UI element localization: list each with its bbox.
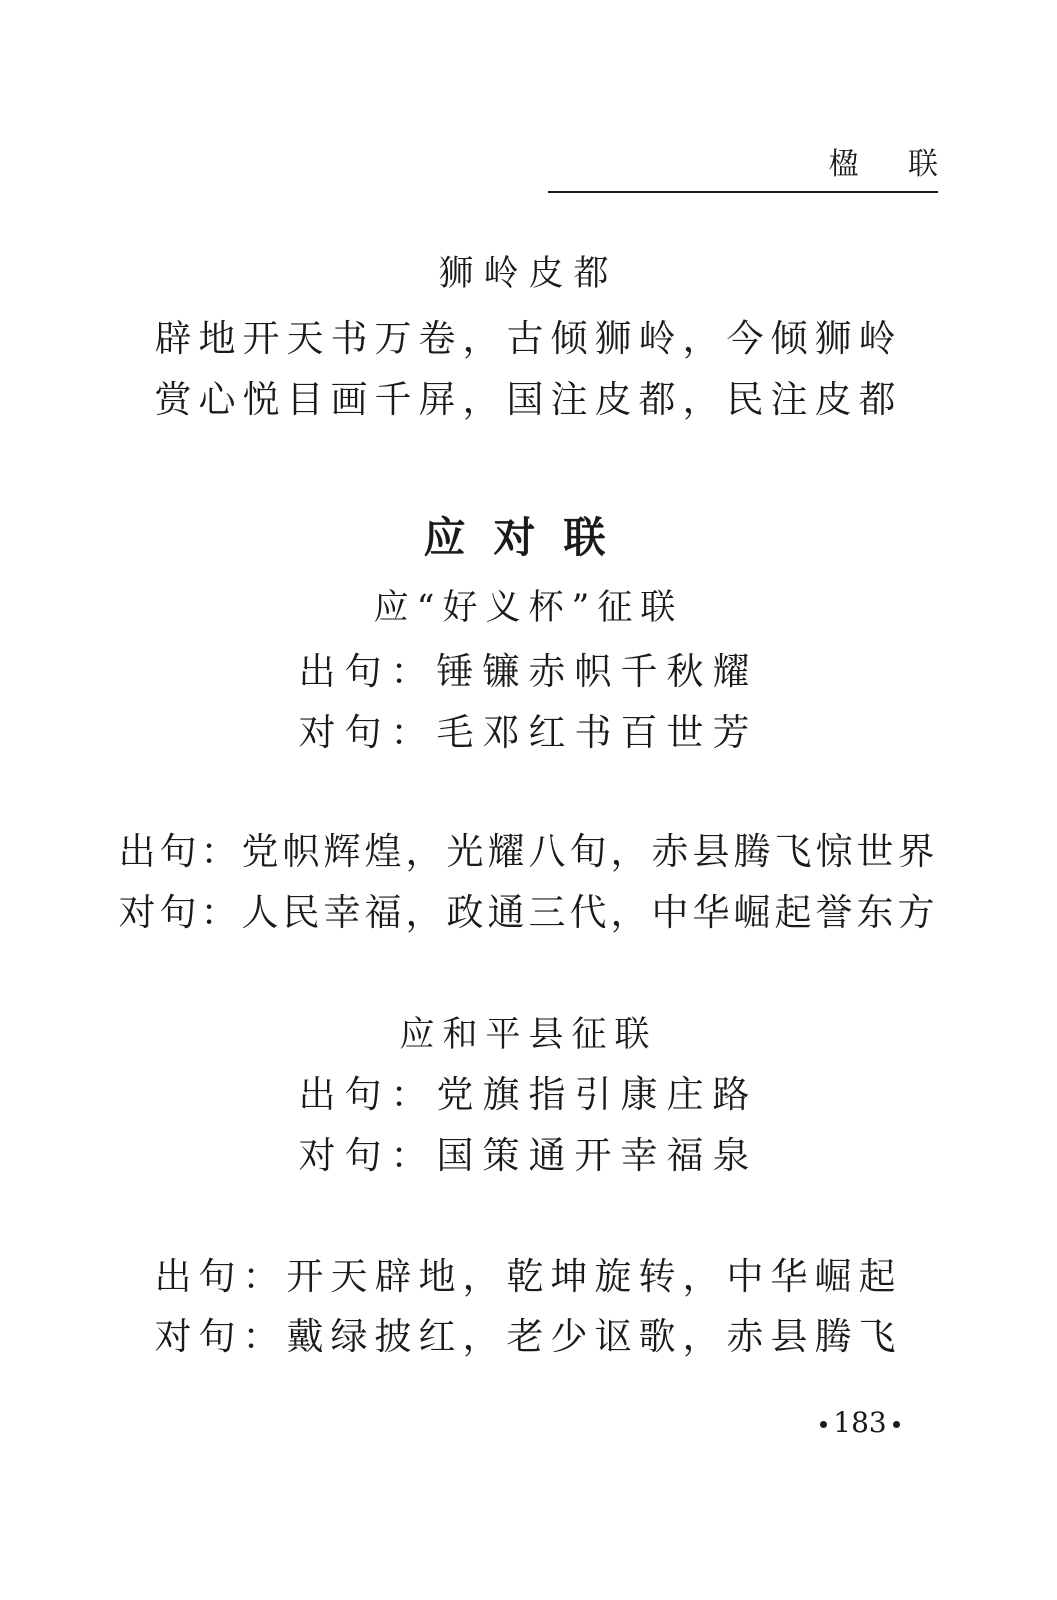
couplet-line-in: 对句：人民幸福，政通三代，中华崛起誉东方 [118,891,939,934]
bullet-dot-icon [820,1421,827,1428]
couplet-line-lower: 赏心悦目画千屏，国注皮都，民注皮都 [154,378,903,421]
bullet-dot-icon [893,1421,900,1428]
running-head-text: 楹 联 [828,147,958,182]
section-heading: 应对联 [423,513,634,562]
couplet-line-in: 对句：毛邓红书百世芳 [298,711,759,754]
couplet-line-out: 出句：党帜辉煌，光耀八旬，赤县腾飞惊世界 [118,830,939,873]
page-number-value: 183 [833,1406,887,1439]
couplet-line-in: 对句：戴绿披红，老少讴歌，赤县腾飞 [154,1315,903,1358]
couplet-line-upper: 辟地开天书万卷，古倾狮岭，今倾狮岭 [154,317,903,360]
couplet-title-shiling: 狮岭皮都 [438,254,619,294]
couplet-title-heping: 应和平县征联 [399,1015,658,1055]
couplet-line-in: 对句：国策通开幸福泉 [298,1134,759,1177]
couplet-line-out: 出句：党旗指引康庄路 [298,1073,759,1116]
page-number [800,1406,920,1440]
couplet-line-out: 出句：锤镰赤帜千秋耀 [298,650,759,693]
couplet-title-haoyi: 应“好义杯”征联 [373,588,684,628]
running-head [548,143,958,193]
couplet-line-out: 出句：开天辟地，乾坤旋转，中华崛起 [154,1255,903,1298]
